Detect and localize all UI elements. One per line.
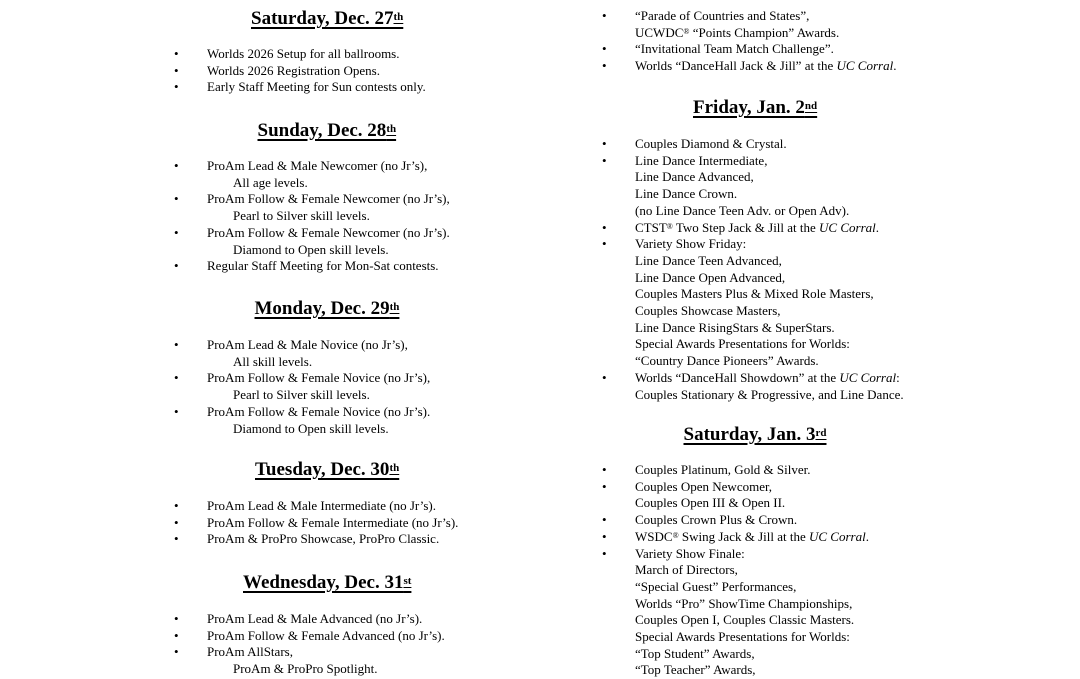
list-item [172, 225, 450, 258]
item-line: Line Dance Teen Advanced, [635, 252, 782, 268]
item-line: Line Dance Open Advanced, [635, 269, 786, 285]
item-line: • CTST® Two Step Jack & Jill at the UC Corral. [635, 219, 880, 235]
list-item [172, 158, 450, 191]
day-heading: Sunday, Dec. 28th [257, 120, 397, 141]
item-line: “Top Student” Awards, [635, 645, 755, 661]
item-line: Line Dance RisingStars & SuperStars. [635, 319, 835, 335]
item-line: All skill levels. [233, 353, 313, 369]
item-line: Pearl to Silver skill levels. [233, 208, 370, 224]
list-item [172, 644, 445, 677]
bullet-list [172, 611, 445, 678]
list-item [600, 512, 869, 529]
item-line: • WSDC® Swing Jack & Jill at the UC Corral. [635, 528, 869, 544]
bullet-list [600, 462, 869, 679]
item-line: “Country Dance Pioneers” Awards. [635, 353, 819, 369]
item-line: Couples Open III & Open II. [635, 495, 786, 511]
item-line: • ProAm Follow & Female Intermediate (no Jr’s). [207, 514, 459, 530]
list-item [600, 546, 869, 679]
item-line: • ProAm Lead & Male Intermediate (no Jr’s). [207, 498, 436, 513]
item-line: • ProAm Follow & Female Novice (no Jr’s), [207, 370, 431, 386]
bullet-list [172, 46, 426, 96]
day-heading: Friday, Jan. 2nd [693, 97, 818, 118]
list-item [600, 58, 896, 75]
item-line: Couples Open I, Couples Classic Masters. [635, 612, 855, 628]
item-line: • ProAm AllStars, [207, 644, 293, 660]
item-line: Pearl to Silver skill levels. [233, 387, 370, 403]
list-item [600, 479, 869, 512]
day-heading: Tuesday, Dec. 30th [255, 459, 400, 480]
bullet-list [172, 337, 430, 437]
item-line: March of Directors, [635, 562, 738, 578]
item-line: ProAm & ProPro Spotlight. [233, 661, 378, 677]
day-heading: Saturday, Jan. 3rd [683, 424, 827, 445]
item-line: • Early Staff Meeting for Sun contests only. [207, 79, 426, 95]
item-line: • ProAm Follow & Female Newcomer (no Jr’s), [207, 191, 450, 207]
list-item [172, 258, 450, 275]
item-line: • Variety Show Friday: [635, 236, 747, 252]
item-line: • ProAm Follow & Female Newcomer (no Jr’s). [207, 224, 450, 240]
item-line: UCWDC® “Points Champion” Awards. [635, 24, 840, 40]
item-line: “Special Guest” Performances, [635, 578, 797, 594]
item-line: • Variety Show Finale: [635, 545, 745, 561]
item-line: • ProAm Lead & Male Novice (no Jr’s), [207, 337, 408, 352]
item-line: • ProAm Follow & Female Novice (no Jr’s). [207, 403, 431, 419]
list-item [600, 8, 896, 41]
list-item [172, 404, 430, 437]
item-line: • “Parade of Countries and States”, [635, 8, 810, 23]
item-line: Worlds “Pro” ShowTime Championships, [635, 595, 853, 611]
list-item [172, 531, 458, 548]
item-line: Special Awards Presentations for Worlds: [635, 336, 850, 352]
list-item [172, 79, 426, 96]
item-line: • Worlds 2026 Setup for all ballrooms. [207, 46, 400, 61]
item-line: (no Line Dance Teen Adv. or Open Adv). [635, 202, 850, 218]
item-line: Diamond to Open skill levels. [233, 420, 389, 436]
item-line: • Line Dance Intermediate, [635, 152, 768, 168]
list-item [172, 515, 458, 532]
item-line: Couples Masters Plus & Mixed Role Masters, [635, 286, 874, 302]
list-item [172, 370, 430, 403]
list-item [172, 63, 426, 80]
day-heading: Monday, Dec. 29th [254, 298, 400, 319]
item-line: Diamond to Open skill levels. [233, 241, 389, 257]
list-item [600, 370, 904, 403]
list-item [600, 136, 904, 153]
item-line: “Top Teacher” Awards, [635, 662, 756, 678]
item-line: • Couples Diamond & Crystal. [635, 136, 787, 151]
item-line: • Couples Crown Plus & Crown. [635, 512, 798, 528]
item-line: • “Invitational Team Match Challenge”. [635, 41, 834, 57]
list-item [600, 529, 869, 546]
list-item [600, 462, 869, 479]
list-item [600, 220, 904, 237]
bullet-list [600, 8, 896, 75]
item-line: All age levels. [233, 174, 308, 190]
item-line: Line Dance Advanced, [635, 169, 754, 185]
item-line: • ProAm & ProPro Showcase, ProPro Classic. [207, 531, 440, 547]
item-line: • ProAm Lead & Male Advanced (no Jr’s). [207, 611, 423, 626]
day-heading: Saturday, Dec. 27th [251, 8, 404, 29]
item-line: • Worlds “DanceHall Jack & Jill” at the UC Corral. [635, 58, 897, 74]
list-item [600, 41, 896, 58]
bullet-list [600, 136, 904, 403]
list-item [172, 628, 445, 645]
item-line: Couples Showcase Masters, [635, 303, 781, 319]
list-item [600, 236, 904, 370]
item-line: Line Dance Crown. [635, 186, 738, 202]
item-line: • ProAm Lead & Male Newcomer (no Jr’s), [207, 158, 428, 173]
bullet-list [172, 158, 450, 275]
list-item [172, 498, 458, 515]
item-line: • Couples Open Newcomer, [635, 478, 773, 494]
day-heading: Wednesday, Dec. 31st [243, 572, 412, 593]
item-line: • Worlds “DanceHall Showdown” at the UC Corral: [635, 369, 900, 385]
list-item [172, 191, 450, 224]
item-line: • Couples Platinum, Gold & Silver. [635, 462, 811, 477]
item-line: Special Awards Presentations for Worlds: [635, 629, 850, 645]
list-item [600, 153, 904, 220]
item-line: • Worlds 2026 Registration Opens. [207, 62, 380, 78]
list-item [172, 611, 445, 628]
item-line: Couples Stationary & Progressive, and Line Dance. [635, 386, 904, 402]
bullet-list [172, 498, 458, 548]
list-item [172, 337, 430, 370]
item-line: • ProAm Follow & Female Advanced (no Jr’s). [207, 627, 445, 643]
list-item [172, 46, 426, 63]
item-line: • Regular Staff Meeting for Mon-Sat contests. [207, 258, 439, 274]
